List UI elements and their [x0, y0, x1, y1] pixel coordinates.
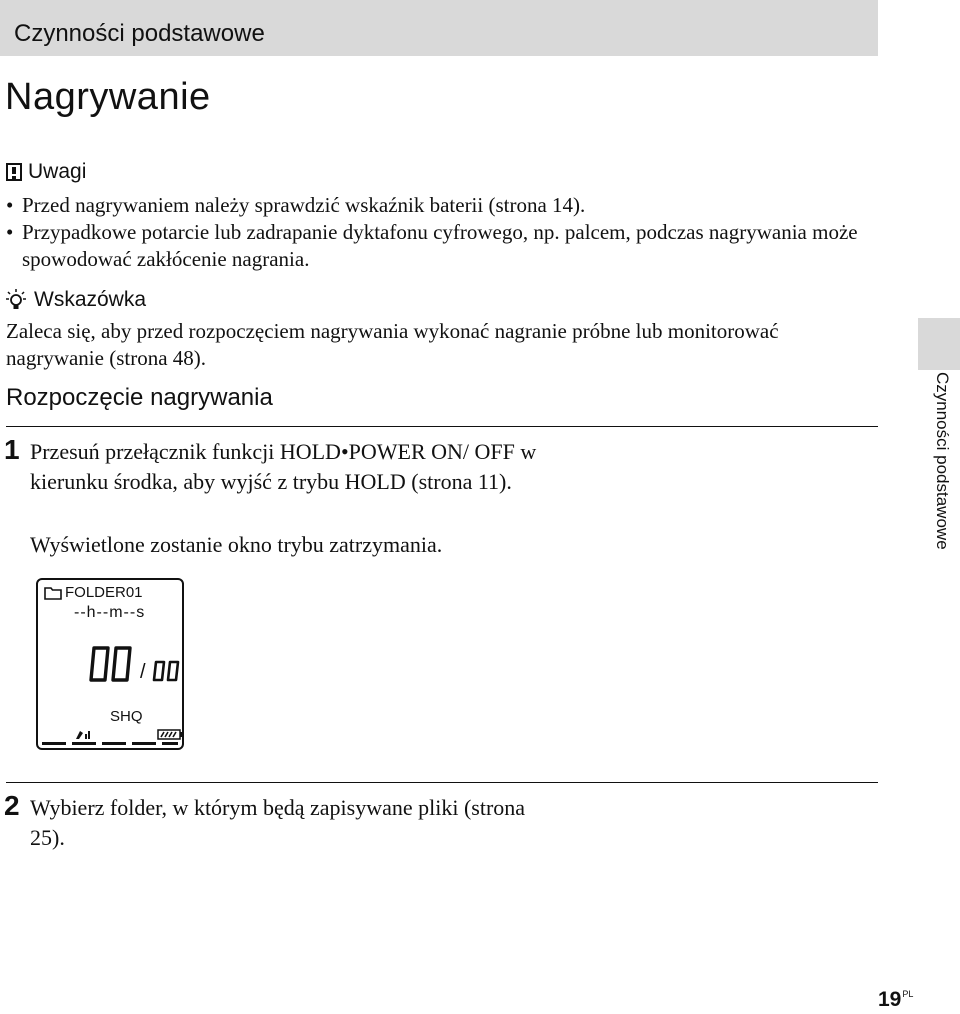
step-divider: [6, 782, 878, 783]
side-tab-marker: [918, 318, 960, 370]
microphone-level-icon: [76, 731, 90, 739]
step-result: Wyświetlone zostanie okno trybu zatrzymania.: [30, 532, 443, 557]
display-bottom-segments: [40, 726, 184, 748]
section-header-bar: [0, 0, 878, 56]
note-item: • Przed nagrywaniem należy sprawdzić wskaźnik baterii (strona 14).: [6, 192, 866, 219]
step-text: Przesuń przełącznik funkcji HOLD•POWER ON/ OFF w kierunku środka, aby wyjść z trybu HOLD (strona 11).: [30, 439, 537, 494]
step-text: Wybierz folder, w którym będą zapisywane pliki (strona 25).: [30, 795, 526, 850]
note-item: • Przypadkowe potarcie lub zadrapanie dyktafonu cyfrowego, np. palcem, podczas nagrywania może spowodować zakłócenie nagrania.: [6, 219, 866, 273]
display-counter-separator: /: [140, 661, 146, 683]
notes-heading-label: Uwagi: [28, 160, 87, 183]
recorder-display: [36, 578, 184, 750]
tip-heading-label: Wskazówka: [34, 288, 147, 311]
note-icon: [6, 163, 22, 181]
notes-list: [6, 192, 866, 273]
step-number: 2: [4, 790, 20, 821]
display-counter: [88, 644, 184, 688]
display-time: --h--m--s: [74, 604, 146, 621]
side-tab-label: Czynności podstawowe: [933, 372, 952, 550]
step-divider: [6, 426, 878, 427]
battery-icon: [158, 730, 182, 739]
folder-icon: [44, 586, 62, 600]
page-number-value: 19: [878, 988, 902, 1011]
page-number: [878, 988, 913, 1012]
notes-heading: [6, 160, 86, 184]
display-folder-name: FOLDER01: [65, 584, 143, 601]
step-number: 1: [4, 434, 20, 465]
display-quality: SHQ: [110, 708, 143, 725]
display-folder-row: [44, 584, 143, 601]
page-title: Nagrywanie: [5, 76, 211, 118]
tip-heading: [6, 288, 146, 312]
start-recording-heading: Rozpoczęcie nagrywania: [6, 384, 273, 411]
page-locale: PL: [902, 989, 914, 999]
lightbulb-icon: [6, 289, 26, 311]
tip-text: Zaleca się, aby przed rozpoczęciem nagrywania wykonać nagranie próbne lub monitorować nagrywanie (strona 48).: [6, 319, 779, 370]
section-header: Czynności podstawowe: [14, 20, 265, 47]
